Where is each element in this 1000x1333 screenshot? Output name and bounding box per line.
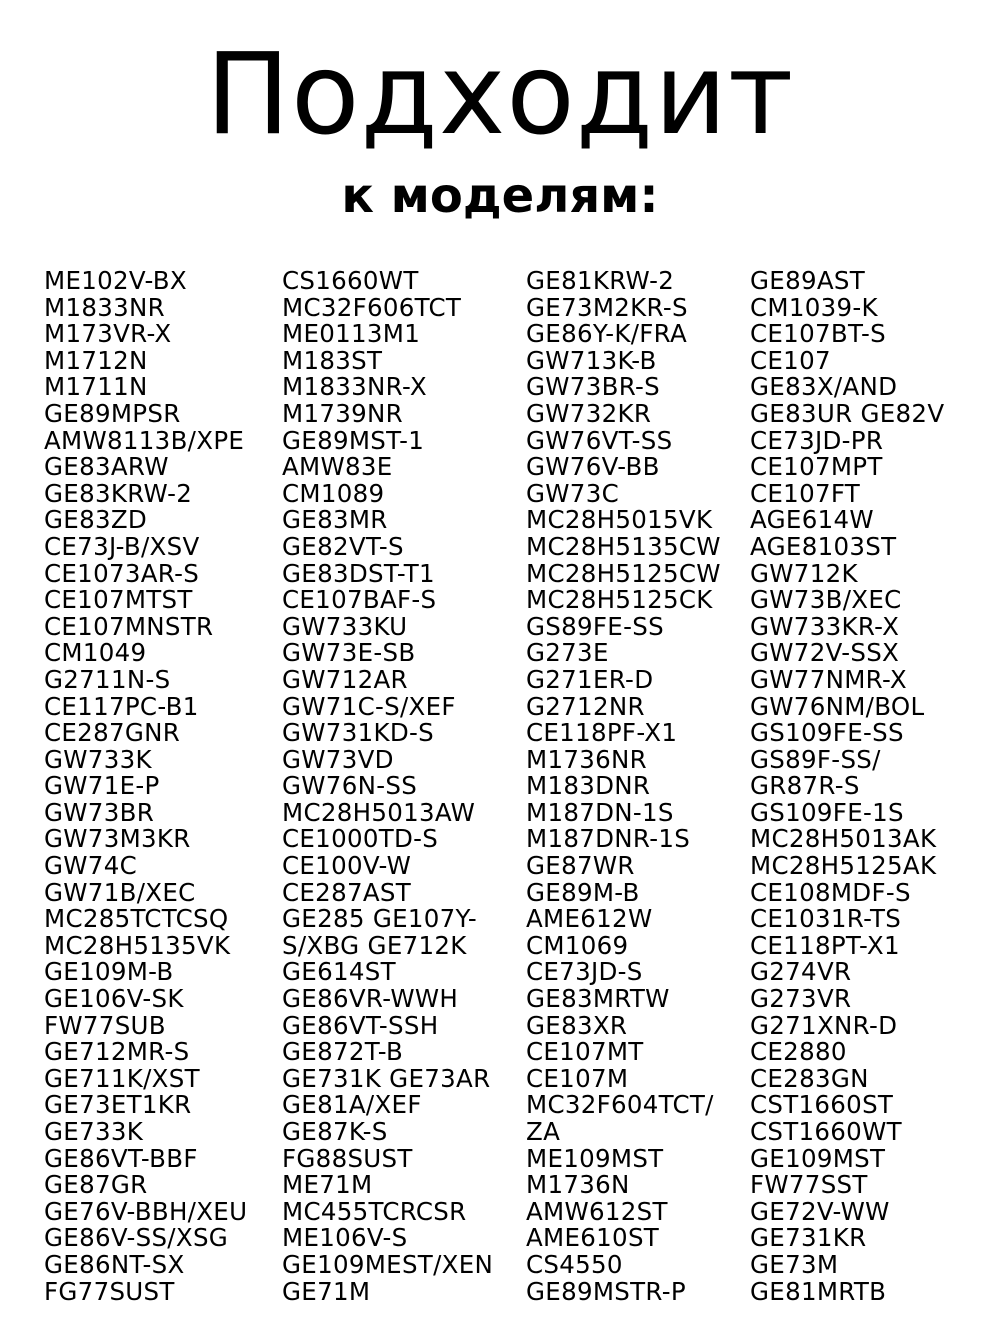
model-list-item: CE107MNSTR — [44, 611, 214, 641]
model-list-item: G2712NR — [526, 691, 645, 721]
model-list-item: MC28H5015VK — [526, 505, 713, 535]
model-list-item: M1711N — [44, 372, 148, 402]
model-list-item: G271XNR-D — [750, 1010, 898, 1040]
model-list-item: MC28H5135CW — [526, 531, 721, 561]
model-list-item: GW733K — [44, 744, 152, 774]
model-list-item: GE86VT-BBF — [44, 1143, 198, 1173]
model-list-item: M1736N — [526, 1170, 630, 1200]
model-list-item: GE83ZD — [44, 505, 148, 535]
model-list-item: AMW612ST — [526, 1196, 668, 1226]
model-list-item: GE86Y-K/FRA — [526, 319, 688, 349]
model-list-item: GE83XR — [526, 1010, 628, 1040]
model-list-item: GE285 GE107Y- — [282, 904, 478, 934]
model-list-item: GS109FE-1S — [750, 797, 904, 827]
model-list-item: GE731K GE73AR — [282, 1063, 491, 1093]
model-list-item: GE106V-SK — [44, 984, 184, 1014]
model-list-item: S/XBG GE712K — [282, 930, 467, 960]
model-list-item: GE83DST-T1 — [282, 558, 435, 588]
model-list-item: GE82VT-S — [282, 531, 404, 561]
model-list-item: GE76V-BBH/XEU — [44, 1196, 248, 1226]
model-list-item: M1736NR — [526, 744, 647, 774]
model-list-item: CE107BAF-S — [282, 585, 437, 615]
model-list-item: GE73ET1KR — [44, 1090, 192, 1120]
model-list-item: FW77SST — [750, 1170, 868, 1200]
model-list-item: G2711N-S — [44, 664, 171, 694]
model-list-item: GW713K-B — [526, 345, 657, 375]
model-list-item: CST1660ST — [750, 1090, 894, 1120]
model-list-item: CE1031R-TS — [750, 904, 902, 934]
model-list-item: GE71M — [282, 1276, 371, 1306]
model-list-item: G274VR — [750, 957, 852, 987]
model-list-item: M1712N — [44, 345, 148, 375]
model-list-item: GS89FE-SS — [526, 611, 664, 641]
model-list-item: GE89MPSR — [44, 398, 181, 428]
model-list-item: GW732KR — [526, 398, 652, 428]
model-list-item: MC28H5013AW — [282, 797, 476, 827]
model-list-item: GE87GR — [44, 1170, 148, 1200]
model-list-item: CE1000TD-S — [282, 824, 439, 854]
model-list-item: GW71E-P — [44, 771, 160, 801]
model-list-item: GE81A/XEF — [282, 1090, 422, 1120]
model-list-item: AMW8113B/XPE — [44, 425, 245, 455]
model-list-item: GW74C — [44, 851, 137, 881]
model-list-item: CE118PT-X1 — [750, 930, 900, 960]
model-list-item: M173VR-X — [44, 319, 172, 349]
model-list-item: CST1660WT — [750, 1117, 902, 1146]
model-list-item: GE83UR GE82V — [750, 398, 945, 428]
model-column-4 — [750, 268, 944, 1305]
page-subtitle: к моделям: — [341, 168, 659, 224]
model-list-item: M1833NR — [44, 292, 165, 322]
model-list-item: G271ER-D — [526, 664, 654, 694]
model-list-item: MC28H5125CW — [526, 558, 721, 588]
model-list-item: GW733KR-X — [750, 611, 900, 641]
model-list-item: GE733K — [44, 1117, 144, 1146]
model-list-item: GE73M2KR-S — [526, 292, 688, 322]
model-list-item: CS1660WT — [282, 266, 419, 295]
model-list-item: GE83KRW-2 — [44, 478, 193, 508]
model-list-item: CE287GNR — [44, 718, 181, 748]
model-list-item: GE872T-B — [282, 1037, 404, 1067]
model-list-item: MC28H5125CK — [526, 585, 713, 615]
model-list-item: GW76VT-SS — [526, 425, 673, 455]
model-list-item: FG77SUST — [44, 1276, 175, 1306]
model-list-item: CE107M — [526, 1063, 629, 1093]
model-list-item: GE87K-S — [282, 1117, 388, 1146]
model-list-item: GW73BR-S — [526, 372, 661, 402]
model-list-item: GE86NT-SX — [44, 1249, 185, 1279]
model-list-item: GE83X/AND — [750, 372, 898, 402]
model-list-item: CM1049 — [44, 638, 147, 668]
model-list-item: GW733KU — [282, 611, 408, 641]
model-list-item: CE107 — [750, 345, 831, 375]
model-list-item: ME71M — [282, 1170, 373, 1200]
model-list-item: ZA — [526, 1117, 561, 1146]
model-list-item: GW73M3KR — [44, 824, 191, 854]
model-list-item: GE89MST-1 — [282, 425, 425, 455]
model-column-3 — [526, 268, 721, 1305]
model-list-item: GE73M — [750, 1249, 839, 1279]
model-list-item: GE72V-WW — [750, 1196, 890, 1226]
model-list-item: FG88SUST — [282, 1143, 413, 1173]
model-list-item: G273E — [526, 638, 609, 668]
model-list-item: CE108MDF-S — [750, 877, 911, 907]
model-list-item: M187DNR-1S — [526, 824, 691, 854]
model-list-item: GW77NMR-X — [750, 664, 907, 694]
model-list-item: GE89M-B — [526, 877, 640, 907]
model-list-item: GW76NM/BOL — [750, 691, 925, 721]
model-list-item: GE712MR-S — [44, 1037, 190, 1067]
model-list-item: CE118PF-X1 — [526, 718, 678, 748]
model-list-item: CE283GN — [750, 1063, 869, 1093]
model-list-item: GE89MSTR-P — [526, 1276, 686, 1306]
model-list-item: CE107FT — [750, 478, 861, 508]
model-list-item: CE73JD-S — [526, 957, 643, 987]
model-list-item: MC455TCRCSR — [282, 1196, 467, 1226]
model-list-item: GW73VD — [282, 744, 394, 774]
model-list-item: GW71C-S/XEF — [282, 691, 456, 721]
model-list-item: GE731KR — [750, 1223, 867, 1253]
model-list-item: GE86V-SS/XSG — [44, 1223, 229, 1253]
model-list-item: GE109MEST/XEN — [282, 1249, 494, 1279]
model-list-item: CE107MTST — [44, 585, 193, 615]
model-list-item: GW73C — [526, 478, 619, 508]
model-list-item: MC285TCTCSQ — [44, 904, 229, 934]
model-list-item: M187DN-1S — [526, 797, 674, 827]
model-list-item: CE100V-W — [282, 851, 412, 881]
model-list-item: AME612W — [526, 904, 653, 934]
model-list-item: M1833NR-X — [282, 372, 427, 402]
model-list-item: CE107BT-S — [750, 319, 886, 349]
model-list-item: GE81KRW-2 — [526, 266, 675, 295]
model-list-item: GE614ST — [282, 957, 396, 987]
model-list-item: MC28H5135VK — [44, 930, 231, 960]
model-list-item: ME109MST — [526, 1143, 664, 1173]
model-list-item: CE287AST — [282, 877, 412, 907]
model-list-item: CE73JD-PR — [750, 425, 884, 455]
model-list-item: CE2880 — [750, 1037, 847, 1067]
model-list-item: GE87WR — [526, 851, 635, 881]
model-list-item: GE81MRTB — [750, 1276, 887, 1306]
model-list-item: GW712K — [750, 558, 858, 588]
model-list-item: GE89AST — [750, 266, 866, 295]
model-list-item: GS89F-SS/ — [750, 744, 881, 774]
model-list-item: CM1089 — [282, 478, 385, 508]
model-list-item: AGE8103ST — [750, 531, 897, 561]
model-list-item: GE109M-B — [44, 957, 174, 987]
model-list-item: MC28H5125AK — [750, 851, 937, 881]
model-list-item: CE73J-B/XSV — [44, 531, 200, 561]
model-list-item: AMW83E — [282, 452, 393, 482]
model-list-item: M183DNR — [526, 771, 651, 801]
model-list-item: CE117PC-B1 — [44, 691, 199, 721]
model-list-item: M1739NR — [282, 398, 403, 428]
model-list-item: GE83MR — [282, 505, 388, 535]
model-list-item: G273VR — [750, 984, 852, 1014]
model-list-item: M183ST — [282, 345, 383, 375]
model-list-item: GW71B/XEC — [44, 877, 196, 907]
page-title: Подходит — [205, 30, 795, 160]
model-list-item: CM1069 — [526, 930, 629, 960]
model-list-item: GE83MRTW — [526, 984, 670, 1014]
model-list-item: GW712AR — [282, 664, 408, 694]
model-list-item: MC32F606TCT — [282, 292, 462, 322]
model-list-item: MC32F604TCT/ — [526, 1090, 714, 1120]
model-list-item: MC28H5013AK — [750, 824, 937, 854]
model-list-item: CS4550 — [526, 1249, 623, 1279]
model-list-item: GW73BR — [44, 797, 155, 827]
model-list-item: GS109FE-SS — [750, 718, 904, 748]
model-list-item: CE1073AR-S — [44, 558, 200, 588]
model-list-item: GW76N-SS — [282, 771, 418, 801]
model-list-item: GE711K/XST — [44, 1063, 200, 1093]
model-list-item: CM1039-K — [750, 292, 878, 322]
model-list-item: GW73E-SB — [282, 638, 416, 668]
model-list-item: GE86VR-WWH — [282, 984, 459, 1014]
model-list-item: AGE614W — [750, 505, 874, 535]
model-list-item: GW76V-BB — [526, 452, 660, 482]
model-list-item: GR87R-S — [750, 771, 860, 801]
model-list-item: GE86VT-SSH — [282, 1010, 439, 1040]
model-list-item: FW77SUB — [44, 1010, 166, 1040]
model-column-2 — [282, 268, 493, 1305]
model-list-item: CE107MT — [526, 1037, 644, 1067]
model-list-item: ME106V-S — [282, 1223, 408, 1253]
model-list-item: GE109MST — [750, 1143, 886, 1173]
model-list-item: GW731KD-S — [282, 718, 434, 748]
model-list-item: GE83ARW — [44, 452, 169, 482]
model-list-item: GW72V-SSX — [750, 638, 900, 668]
model-list-item: ME102V-BX — [44, 266, 187, 295]
model-list-item: GW73B/XEC — [750, 585, 902, 615]
model-column-1 — [44, 268, 247, 1305]
model-list-item: CE107MPT — [750, 452, 883, 482]
model-list-item: ME0113M1 — [282, 319, 421, 349]
model-list-item: AME610ST — [526, 1223, 660, 1253]
